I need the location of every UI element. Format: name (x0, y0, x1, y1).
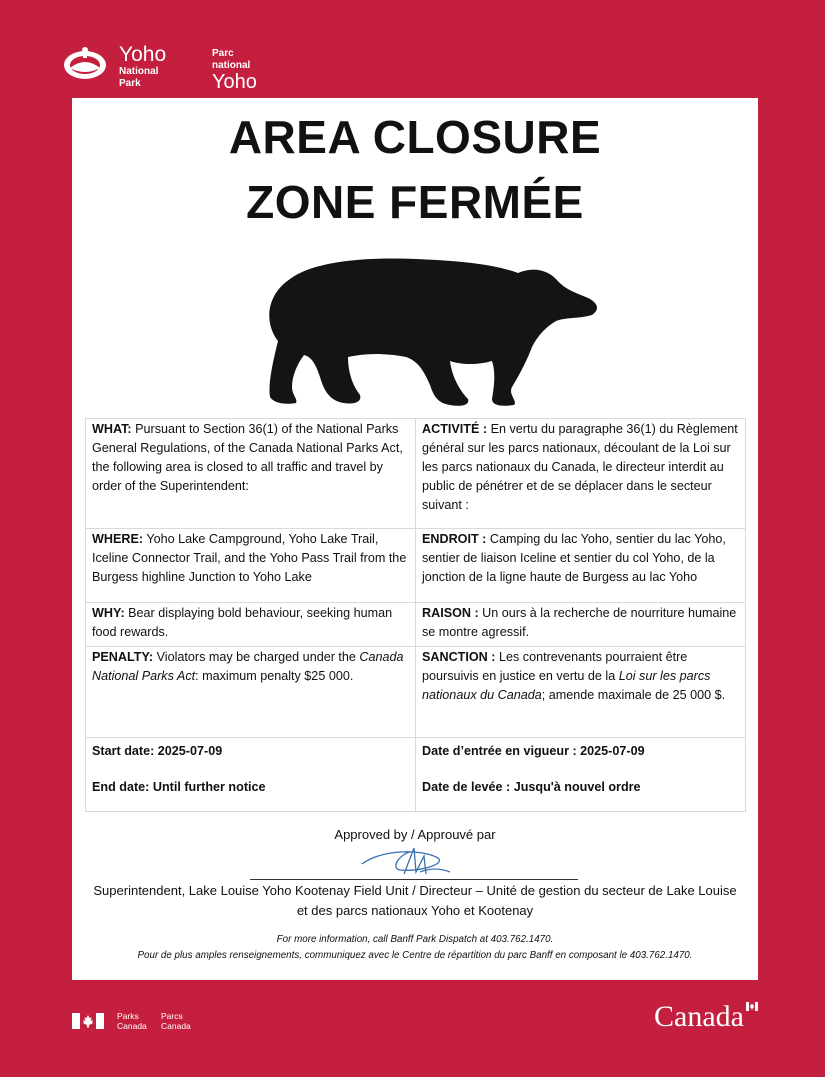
notice-title-fr: ZONE FERMÉE (246, 176, 584, 228)
penalty-en-cell (86, 647, 416, 738)
wordmark-flag-icon (746, 1002, 758, 1011)
parks-canada-fr (161, 1011, 191, 1031)
where-fr-label: ENDROIT : (422, 532, 487, 546)
penalty-fr-label: SANCTION : (422, 650, 496, 664)
why-fr-label: RAISON : (422, 606, 479, 620)
park-name-fr (212, 48, 257, 92)
penalty-fr-text-b: ; amende maximale de 25 000 $. (541, 688, 726, 702)
table-row-penalty (86, 647, 746, 738)
penalty-en-text-b: : maximum penalty $25 000. (195, 669, 354, 683)
what-fr-label: ACTIVITÉ : (422, 422, 488, 436)
parks-fr-line1: Parcs (161, 1011, 183, 1021)
contact-info-en: For more information, call Banff Park Dispatch at 403.762.1470. (276, 934, 554, 945)
park-name-fr-subtitle: Parc national (212, 48, 251, 71)
why-fr-text: Un ours à la recherche de nourriture humaine se montre agressif. (422, 606, 737, 639)
parks-canada-en (117, 1011, 147, 1031)
what-en-label: WHAT: (92, 422, 132, 436)
superintendent-title: Superintendent, Lake Louise Yoho Kootenay Field Unit / Directeur – Unité de gestion du secteur de Lake Louise et des parcs nationaux Yoho et Kootenay (93, 883, 737, 918)
where-fr-text: Camping du lac Yoho, sentier du lac Yoho, sentier de liaison Iceline et sentier du col Yoho, de la jonction de la ligne haute de Burgess au lac Yoho (422, 532, 726, 584)
why-en-cell (86, 603, 416, 647)
contact-info-fr: Pour de plus amples renseignements, communiquez avec le Centre de répartition du parc Banff en composant le 403.762.1470. (137, 950, 693, 961)
penalty-fr-text-a: Les contrevenants pourraient être poursuivis en justice en vertu de la (422, 650, 688, 683)
parks-fr-line2: Canada (161, 1021, 191, 1031)
park-name-en-title: Yoho (119, 43, 167, 66)
yoho-park-emblem-icon (62, 46, 108, 82)
canada-flag-icon (72, 1013, 104, 1029)
dates-en-cell (86, 738, 416, 812)
canada-wordmark: Canada (654, 1000, 744, 1033)
what-fr-cell (416, 419, 746, 529)
table-row-why (86, 603, 746, 647)
closure-notice-panel (72, 98, 758, 980)
parks-en-line2: Canada (117, 1021, 147, 1031)
where-fr-cell (416, 529, 746, 603)
penalty-fr-act: Loi sur les parcs nationaux du Canada (422, 669, 711, 702)
bear-silhouette-icon (256, 253, 600, 417)
penalty-en-text-a: Violators may be charged under the (153, 650, 360, 664)
what-en-text: Pursuant to Section 36(1) of the National Parks General Regulations, of the Canada National Parks Act, the following area is closed to all traffic and travel by order of the Superintendent: (92, 422, 403, 493)
table-row-where (86, 529, 746, 603)
park-name-en-subtitle: National Park (119, 66, 159, 89)
why-en-text: Bear displaying bold behaviour, seeking human food rewards. (92, 606, 393, 639)
notice-title-en: AREA CLOSURE (228, 111, 602, 163)
signature-line (250, 879, 578, 880)
parks-en-line1: Parks (117, 1011, 139, 1021)
penalty-en-label: PENALTY: (92, 650, 154, 664)
start-date-en: Start date: 2025-07-09 (92, 744, 223, 758)
what-en-cell (86, 419, 416, 529)
why-en-label: WHY: (92, 606, 125, 620)
what-fr-text: En vertu du paragraphe 36(1) du Règlement général sur les parcs nationaux, découlant de la Loi sur les parcs nationaux du Canada, le directeur interdit au public de pénétrer et de se déplacer dans le secteur suivant : (422, 422, 738, 512)
dates-fr-cell (416, 738, 746, 812)
end-date-fr: Date de levée : Jusqu'à nouvel ordre (422, 780, 641, 794)
table-row-what (86, 419, 746, 529)
why-fr-cell (416, 603, 746, 647)
park-name-fr-title: Yoho (212, 71, 257, 93)
where-en-cell (86, 529, 416, 603)
approved-by-label: Approved by / Approuvé par (334, 827, 496, 842)
penalty-fr-cell (416, 647, 746, 738)
penalty-en-act: Canada National Parks Act (92, 650, 404, 683)
closure-details-table (85, 418, 746, 812)
table-row-dates (86, 738, 746, 812)
start-date-fr: Date d’entrée en vigueur : 2025-07-09 (422, 744, 645, 758)
superintendent-signature (360, 842, 454, 882)
where-en-label: WHERE: (92, 532, 144, 546)
where-en-text: Yoho Lake Campground, Yoho Lake Trail, Iceline Connector Trail, and the Yoho Pass Trail from the Burgess highline Junction to Yoho Lake (92, 532, 407, 584)
park-name-en (119, 44, 166, 90)
end-date-en: End date: Until further notice (92, 780, 266, 794)
